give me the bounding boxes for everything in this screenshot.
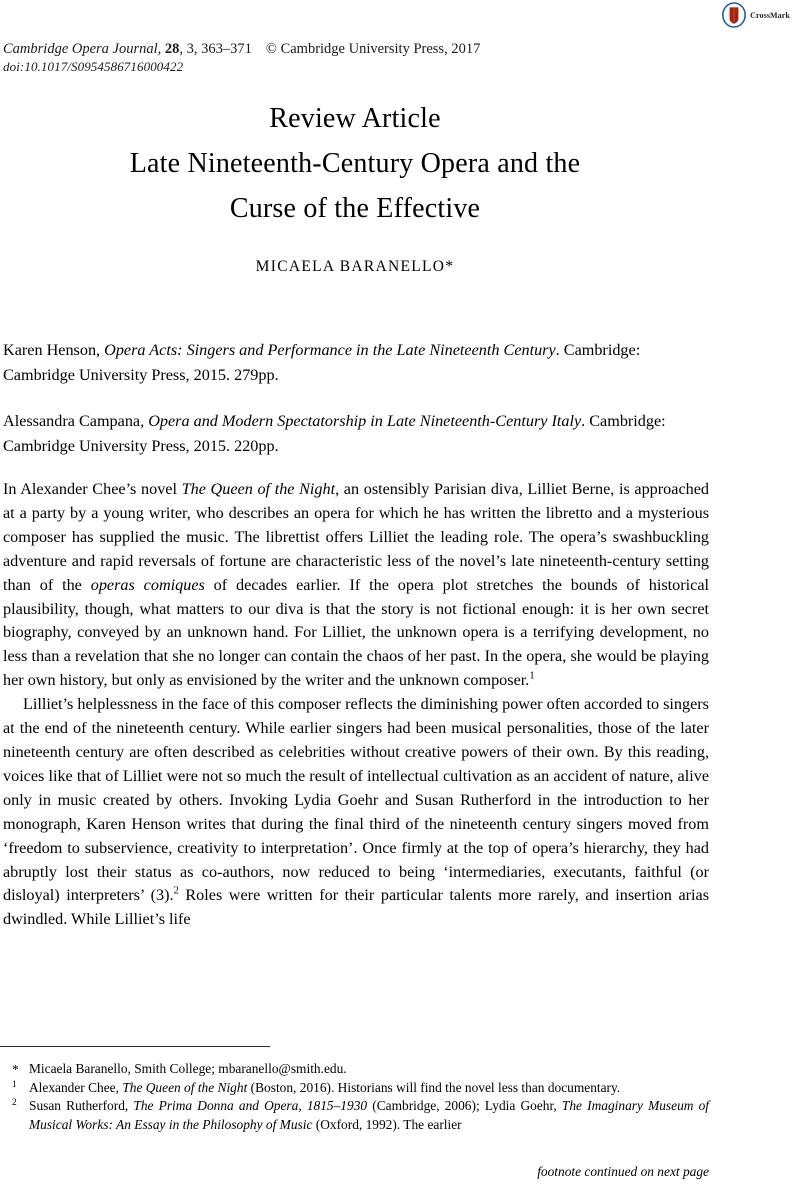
body-paragraph-1 — [3, 478, 709, 693]
paragraph-1-italic-2: operas comiques — [90, 575, 205, 594]
footnote-1-part-2: (Boston, 2016). Historians will find the novel less than documentary. — [247, 1079, 621, 1095]
journal-issue-pages: , 3, 363–371 — [179, 41, 252, 57]
journal-title-comma: , — [157, 41, 162, 57]
footnote-ref-2[interactable]: 2 — [173, 886, 179, 898]
footnote-2-part-3: (Oxford, 1992). The earlier — [312, 1116, 462, 1132]
reviewed-books-list — [3, 338, 709, 480]
footnote-marker-1: 1 — [12, 1079, 17, 1090]
book-author: Karen Henson, — [3, 341, 105, 359]
footnote-continued-notice: footnote continued on next page — [537, 1164, 709, 1179]
footnote-2-italic-2: The Imaginary Museum of Musical Works: An Essay in the Philosophy of Music — [29, 1098, 710, 1132]
footnote-2-part-2: (Cambridge, 2006); Lydia Goehr, — [367, 1098, 562, 1114]
footnote-text-star: Micaela Baranello, Smith College; mbaranello@smith.edu. — [29, 1061, 347, 1076]
paragraph-1-italic-1: The Queen of the Night — [181, 480, 336, 498]
footnote-text-1 — [29, 1079, 709, 1098]
journal-volume: 28 — [164, 41, 180, 57]
book-imprint: . Cambridge: Cambridge University Press, 2015. 279pp. — [3, 341, 641, 384]
footnote-separator-rule — [0, 1046, 270, 1047]
reviewed-book-entry — [3, 338, 709, 387]
author-name: MICAELA BARANELLO* — [255, 258, 455, 275]
footnote-2-italic-1: The Prima Donna and Opera, 1815–1930 — [133, 1098, 368, 1114]
paragraph-2-text-part-1: Lilliet’s helplessness in the face of this composer reflects the diminishing power often accorded to singers at the end of the nineteenth century. While earlier singers had been musical personalities, those of the later nineteenth century are often described as celebrities without creative powers of their own. By this reading, voices like that of Lilliet were not so much the result of intellectual cultivation as an accident of nature, alive only in music created by others. Invoking Lydia Goehr and Susan Rutherford in the introduction to her monograph, Karen Henson writes that during the final third of the nineteenth century singers moved from ‘freedom to subservience, creativity to interpretation’. Once firmly at the top of opera’s hierarchy, they had abruptly lost their status as co-authors, now reduced to being ‘intermediaries, executants, faithful (or disloyal) interpreters’ (3). — [3, 695, 709, 905]
footnote-marker-star: * — [12, 1062, 19, 1077]
doi-line[interactable]: doi:10.1017/S0954586716000422 — [3, 59, 184, 74]
copyright-line: © Cambridge University Press, 2017 — [265, 41, 481, 57]
body-paragraph-2 — [3, 693, 709, 932]
paragraph-1-text-part-1: In Alexander Chee’s novel — [3, 480, 182, 498]
footnote-text-2 — [29, 1097, 709, 1134]
footnote-item-2 — [3, 1097, 709, 1134]
journal-header — [3, 40, 723, 59]
crossmark-icon[interactable] — [721, 2, 747, 28]
book-author: Alessandra Campana, — [3, 412, 149, 430]
crossmark-label: CrossMark — [750, 10, 790, 20]
review-article-kicker: Review Article — [269, 103, 441, 134]
footnote-item-star — [3, 1060, 709, 1079]
page-title-line-1: Late Nineteenth-Century Opera and the — [129, 148, 581, 179]
footnote-item-1 — [3, 1079, 709, 1098]
footnote-list — [3, 1060, 709, 1134]
article-body — [3, 478, 709, 932]
paragraph-2-text-part-2: Roles were written for their particular talents more rarely, and insertion arias dwindled. While Lilliet’s life — [3, 886, 710, 929]
footnote-2-part-1: Susan Rutherford, — [29, 1098, 134, 1114]
footnote-1-italic-1: The Queen of the Night — [122, 1079, 248, 1095]
crossmark-badge[interactable] — [721, 2, 790, 28]
footnote-1-part-1: Alexander Chee, — [29, 1079, 123, 1095]
page-title-line-2: Curse of the Effective — [229, 193, 481, 224]
journal-title: Cambridge Opera Journal — [3, 41, 158, 57]
book-title: Opera and Modern Spectatorship in Late Nineteenth-Century Italy — [148, 412, 582, 430]
paragraph-1-text-part-3: of decades earlier. If the opera plot stretches the bounds of historical plausibility, though, what matters to our diva is that the story is not fictional enough: it is her own secret biography, conveyed by an unknown hand. For Lilliet, the unknown opera is a terrifying development, no less than a revelation that she no longer can contain the chaos of her past. In the opera, she would be playing her own history, but only as envisioned by the writer and the unknown composer. — [3, 575, 709, 690]
footnote-marker-2: 2 — [12, 1098, 17, 1109]
paragraph-1-text-part-2: , an ostensibly Parisian diva, Lilliet Berne, is approached at a party by a young writer, who describes an opera for which he has written the libretto and a mysterious composer has supplied the music. The librettist offers Lilliet the leading role. The opera’s swashbuckling adventure and rapid reversals of fortune are characteristic less of the novel’s late nineteenth-century setting than of the — [3, 480, 710, 594]
title-block — [0, 96, 710, 231]
footnote-ref-1[interactable]: 1 — [529, 670, 535, 682]
book-imprint: . Cambridge: Cambridge University Press, 2015. 220pp. — [3, 412, 666, 455]
reviewed-book-entry — [3, 409, 709, 458]
book-title: Opera Acts: Singers and Performance in the Late Nineteenth Century — [104, 341, 556, 359]
